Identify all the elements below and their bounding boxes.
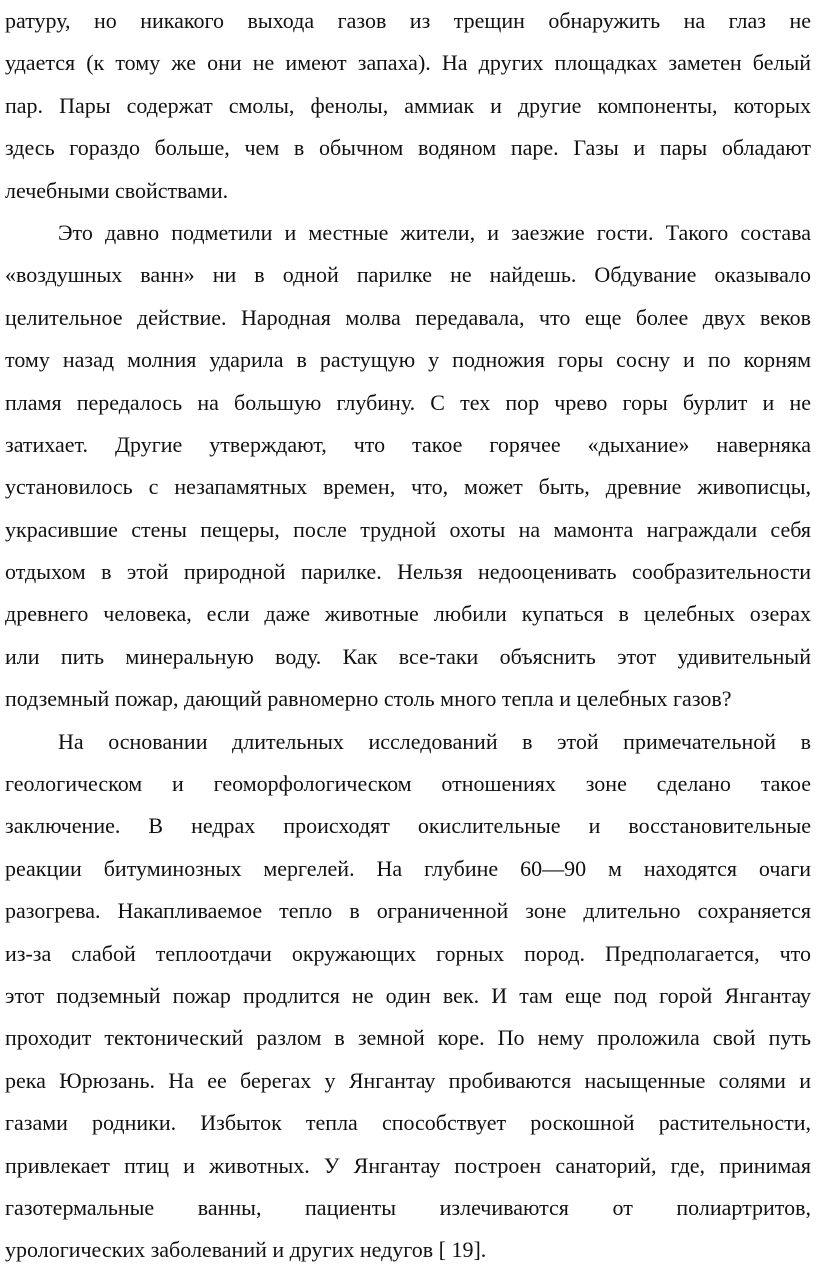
body-text <box>5 0 811 1272</box>
text-line: заключение. В недрах происходят окислительные и восстановительные <box>5 813 811 839</box>
text-line: ратуру, но никакого выхода газов из трещин обнаружить на глаз не <box>5 8 811 33</box>
text-line: разогрева. Накапливаемое тепло в ограниченной зоне длительно сохраняется <box>5 898 811 924</box>
text-line: целительное действие. Народная молва передавала, что еще более двух веков <box>5 304 811 330</box>
text-line: украсившие стены пещеры, после трудной охоты на мамонта награждали себя <box>5 516 811 542</box>
text-line: газотермальные ванны, пациенты излечиваются от полиартритов, <box>5 1194 811 1220</box>
text-line: из-за слабой теплоотдачи окружающих горных пород. Предполагается, что <box>5 940 811 966</box>
text-line: древнего человека, если даже животные любили купаться в целебных озерах <box>5 601 811 627</box>
paragraph <box>5 0 811 212</box>
text-line: этот подземный пожар продлится не один век. И там еще под горой Янгантау <box>5 982 811 1008</box>
text-line: урологических заболеваний и других недугов [ 19]. <box>5 1237 487 1263</box>
text-line: На основании длительных исследований в этой примечательной в <box>58 728 811 754</box>
text-line: удается (к тому же они не имеют запаха). На других площадках заметен белый <box>5 50 811 76</box>
text-line: установилось с незапамятных времен, что, может быть, древние живописцы, <box>5 474 811 500</box>
text-line: газами родники. Избыток тепла способствует роскошной растительности, <box>5 1110 811 1136</box>
text-line: проходит тектонический разлом в земной коре. По нему проложила свой путь <box>5 1025 811 1051</box>
text-line: пламя передалось на большую глубину. С тех пор чрево горы бурлит и не <box>5 389 811 415</box>
text-line: отдыхом в этой природной парилке. Нельзя недооценивать сообразительности <box>5 559 811 585</box>
text-line: подземный пожар, дающий равномерно столь много тепла и целебных газов? <box>5 686 732 712</box>
text-line: или пить минеральную воду. Как все-таки объяснить этот удивительный <box>5 643 811 669</box>
paragraph <box>5 721 811 1272</box>
text-line: «воздушных ванн» ни в одной парилке не найдешь. Обдувание оказывало <box>5 262 811 288</box>
text-line: здесь гораздо больше, чем в обычном водяном паре. Газы и пары обладают <box>5 135 811 161</box>
text-line: геологическом и геоморфологическом отношениях зоне сделано такое <box>5 771 811 797</box>
text-line: Это давно подметили и местные жители, и заезжие гости. Такого состава <box>58 219 811 245</box>
text-line: лечебными свойствами. <box>5 177 229 203</box>
paragraph <box>5 212 811 721</box>
text-line: реакции битуминозных мергелей. На глубине 60—90 м находятся очаги <box>5 855 811 881</box>
text-line: привлекает птиц и животных. У Янгантау построен санаторий, где, принимая <box>5 1152 811 1178</box>
text-line: затихает. Другие утверждают, что такое горячее «дыхание» наверняка <box>5 431 811 457</box>
text-line: река Юрюзань. На ее берегах у Янгантау пробиваются насыщенные солями и <box>5 1067 811 1093</box>
text-line: тому назад молния ударила в растущую у подножия горы сосну и по корням <box>5 347 811 373</box>
text-line: пар. Пары содержат смолы, фенолы, аммиак и другие компоненты, которых <box>5 92 811 118</box>
